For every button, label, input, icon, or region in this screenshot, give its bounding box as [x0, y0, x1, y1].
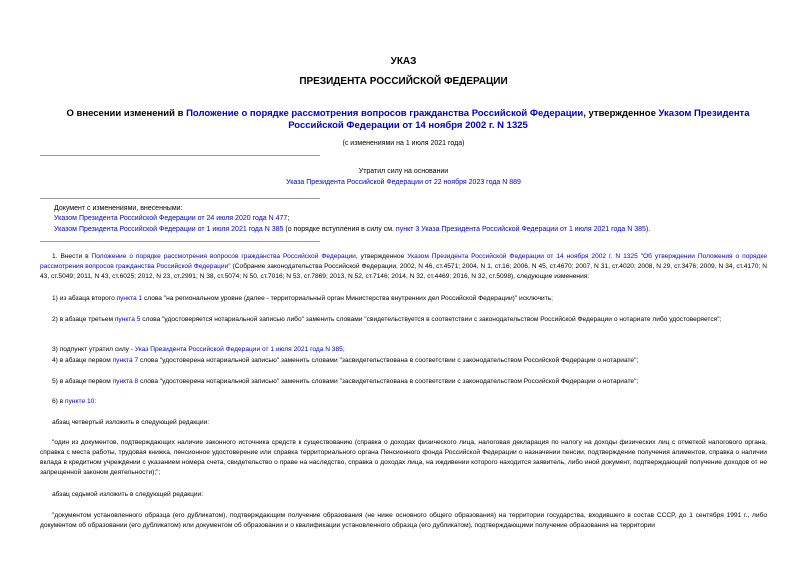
- paragraph-text: ;: [342, 346, 345, 353]
- paragraph-8: абзац четвертый изложить в следующей редакции:: [52, 419, 210, 426]
- separator-line: [40, 198, 320, 199]
- link-point-5[interactable]: пункта 5: [114, 316, 141, 323]
- link-decree-1325[interactable]: Указом Президента Российской Федерации от 14 ноября 2002 г. N 1325 "Об утверждении Положения о порядке рассмотрения вопросов гражданства Российской Федерации": [40, 253, 767, 270]
- paragraph-text: 1) из абзаца второго: [52, 295, 117, 302]
- paragraph-text: 5) в абзаце первом: [52, 378, 113, 385]
- paragraph-5: [40, 356, 767, 366]
- lost-force-label: Утратил силу на основании: [358, 168, 449, 175]
- heading-link-decree-1325[interactable]: Указом Президента Российской Федерации от 14 ноября 2002 г. N 1325: [288, 108, 750, 131]
- paragraph-11: "документом установленного образца (его дубликатом), подтверждающим получение образования (не ниже основного общего образования) на территории государства, входившего в состав СССР, до 1 сентября 1991 г., либо документом об образовании (его дубликатом) или документом об образовании и о квалификации установленного образца (его дубликатом), подтверждающими получение образования на территории: [40, 512, 767, 529]
- heading-link-regulation[interactable]: Положение о порядке рассмотрения вопросов гражданства Российской Федерации: [186, 108, 584, 119]
- document-type-title: УКАЗ: [390, 56, 417, 67]
- heading-text: О внесении изменений в: [66, 108, 187, 119]
- link-decree-385[interactable]: Указ Президента Российской Федерации от 1 июля 2021 года N 385: [134, 346, 343, 353]
- paragraph-10: абзац седьмой изложить в следующей редакции:: [52, 491, 204, 498]
- amendments-label: Документ с изменениями, внесенными:: [54, 205, 183, 212]
- issuer-title: ПРЕЗИДЕНТА РОССИЙСКОЙ ФЕДЕРАЦИИ: [299, 76, 508, 87]
- amendment-item-1: [54, 215, 289, 222]
- link-point-7[interactable]: пункта 7: [112, 357, 139, 364]
- paragraph-text: :: [94, 398, 97, 405]
- revision-note: (с изменениями на 1 июля 2021 года): [342, 140, 465, 147]
- paragraph-1: [40, 252, 767, 282]
- paragraph-text: слова "на региональном уровне (далее - территориальный орган Министерства внутренних дел Российской Федерации)" исключить;: [142, 295, 554, 302]
- paragraph-text: 1. Внести в: [52, 253, 92, 260]
- paragraph-6: [40, 377, 767, 387]
- amendment-text: ;: [287, 215, 290, 222]
- amendment-link-2021[interactable]: Указом Президента Российской Федерации от 1 июля 2021 года N 385: [54, 226, 284, 233]
- amendment-link-2020[interactable]: Указом Президента Российской Федерации от 24 июля 2020 года N 477: [54, 215, 288, 222]
- link-point-8[interactable]: пункта 8: [112, 378, 139, 385]
- paragraph-7: [40, 397, 767, 407]
- amendment-text: ).: [645, 226, 651, 233]
- paragraph-text: слова "удостоверена нотариальной записью" заменить словами "засвидетельствована в соответствии с законодательством Российской Федерации о нотариате";: [138, 378, 639, 385]
- paragraph-text: 6) в: [52, 398, 66, 405]
- paragraph-9: "один из документов, подтверждающих наличие законного источника средств к существованию (справка о доходах физического лица, налоговая декларация по налогу на доходы физических лиц с отметкой налогового органа, справка с места работы, трудовая книжка, пенсионное удостоверение или справка территориального органа Пенсионного фонда Российской Федерации о назначении пенсии, подтверждение получения алиментов, справка о наличии вклада в кредитном учреждении с указанием номера счета, свидетельство о праве на наследство, справка о доходах лица, на иждивении которого находится заявитель, либо иной документ, подтверждающий получение доходов от не запрещенной законом деятельности);";: [40, 439, 767, 476]
- separator-line: [40, 155, 320, 156]
- heading-text: , утвержденное: [583, 108, 659, 119]
- separator-line: [40, 241, 320, 242]
- paragraph-2: [40, 294, 767, 304]
- paragraph-text: 3) подпункт утратил силу -: [52, 346, 135, 353]
- paragraph-text: (Собрание законодательства Российской Федерации, 2002, N 46, ст.4571; 2004, N 1, ст.16; 2006, N 45, ст.4670; 2007, N 31, ст.4020; 2008, N 29, ст.3476; 2009, N 34, ст.4170; N 43, ст.5049; 2011, N 43, ст.6025; 2012, N 23, ст.2991; N 38, ст.5074; N 50, ст.7016; N 53, ст.7869; 2013, N 52, ст.7146; 2014, N 32, ст.4469; 2016, N 32, ст.5098), следующие изменения:: [40, 263, 767, 280]
- link-point-10[interactable]: пункте 10: [65, 398, 95, 405]
- paragraph-text: 4) в абзаце первом: [52, 357, 113, 364]
- lost-force-line: [0, 179, 807, 186]
- document-heading: [52, 108, 764, 132]
- paragraph-3: [40, 315, 767, 325]
- paragraph-text: 2) в абзаце третьем: [52, 316, 115, 323]
- amendment-link-2021-point3[interactable]: пункт 3 Указа Президента Российской Федерации от 1 июля 2021 года N 385: [395, 226, 646, 233]
- amendment-item-2: [54, 226, 650, 233]
- amendment-text: (о порядке вступления в силу см.: [283, 226, 396, 233]
- paragraph-text: , утвержденное: [355, 253, 408, 260]
- paragraph-text: слова "удостоверена нотариальной записью" заменить словами "засвидетельствована в соответствии с законодательством Российской Федерации о нотариате";: [138, 357, 639, 364]
- link-regulation[interactable]: Положение о порядке рассмотрения вопросов гражданства Российской Федерации: [91, 253, 356, 260]
- paragraph-text: слова "удостоверяется нотариальной записью либо" заменить словами "свидетельствуется в соответствии с законодательством Российской Федерации о нотариате либо удостоверяется";: [140, 316, 722, 323]
- paragraph-4: [40, 345, 767, 355]
- lost-force-decree-link[interactable]: Указа Президента Российской Федерации от 22 ноября 2023 года N 889: [286, 179, 521, 186]
- link-point-1[interactable]: пункта 1: [116, 295, 143, 302]
